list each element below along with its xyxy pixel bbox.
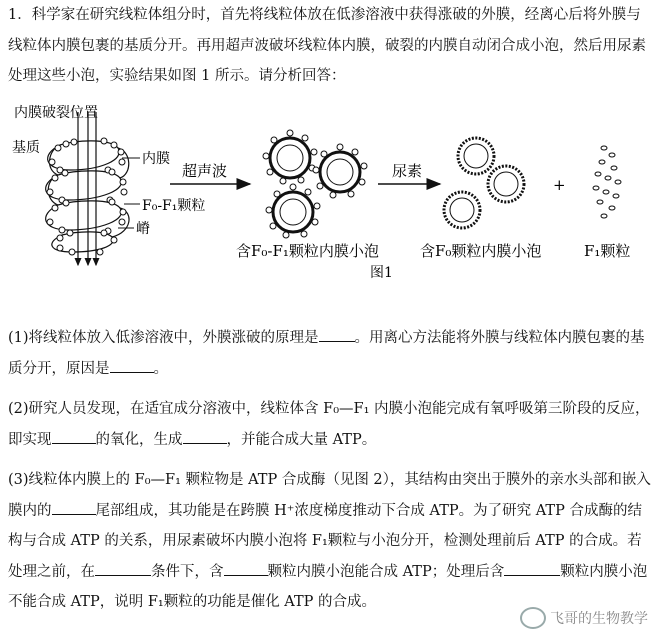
plus-sign: + bbox=[553, 176, 566, 194]
label-break-position: 内膜破裂位置 bbox=[14, 105, 98, 121]
intro-text: 1．科学家在研究线粒体组分时，首先将线粒体放在低渗溶液中获得涨破的外膜，经离心后将外膜与线粒体内膜包裹的基质分开。再用超声波破坏线粒体内膜，破裂的内膜自动闭合成小泡，然后用尿素处理这些小泡，实验结果如图 1 所示。请分析回答： bbox=[8, 7, 646, 84]
caption-f0f1-vesicle: 含F₀-F₁颗粒内膜小泡 bbox=[236, 242, 379, 260]
watermark-text: 飞哥的生物教学 bbox=[550, 611, 648, 627]
question-1 bbox=[8, 323, 653, 384]
label-cristae: 嵴 bbox=[136, 221, 150, 237]
caption-f0-vesicle: 含F₀颗粒内膜小泡 bbox=[420, 242, 542, 260]
q3-text-d: 颗粒内膜小泡能合成 ATP；处理后含 bbox=[267, 563, 505, 580]
q3-text-e: 颗粒内膜小泡不能合成 ATP，说明 F₁颗粒的功能是催化 ATP 的合成。 bbox=[8, 563, 648, 610]
question-2 bbox=[8, 394, 653, 455]
caption-f1: F₁颗粒 bbox=[584, 242, 631, 260]
vesicles-f0 bbox=[444, 138, 524, 228]
urea-label: 尿素 bbox=[392, 162, 423, 180]
question-intro bbox=[8, 0, 653, 92]
q1-blank-2[interactable] bbox=[110, 357, 154, 373]
label-inner-membrane: 内膜 bbox=[142, 151, 170, 167]
q2-text-a: (2)研究人员发现，在适宜成分溶液中，线粒体含 F₀—F₁ 内膜小泡能完成有氧呼吸第三阶段的反应，即实现 bbox=[8, 401, 650, 448]
q1-text-a: (1)将线粒体放入低渗溶液中，外膜涨破的原理是 bbox=[8, 330, 319, 346]
q2-blank-2[interactable] bbox=[183, 428, 227, 444]
q3-blank-1[interactable] bbox=[52, 499, 96, 515]
f0f1-granules bbox=[47, 138, 127, 255]
watermark bbox=[520, 607, 648, 629]
q2-blank-1[interactable] bbox=[52, 428, 96, 444]
q3-text-b: 尾部组成，其功能是在跨膜 H⁺浓度梯度推动下合成 ATP。为了研究 ATP 合成酶的结构与合成 ATP 的关系，用尿素破坏内膜小泡将 F₁颗粒与小泡分开，检测处理前后 ATP 的合成。若处理之前，在 bbox=[8, 502, 642, 580]
q3-text-c: 条件下，含 bbox=[151, 563, 224, 580]
q2-text-c: ，并能合成大量 ATP。 bbox=[226, 431, 377, 448]
label-f0f1: F₀-F₁颗粒 bbox=[142, 198, 206, 214]
q3-blank-4[interactable] bbox=[504, 560, 560, 576]
q1-blank-1[interactable] bbox=[319, 327, 355, 343]
q1-text-c: 。 bbox=[153, 360, 168, 377]
figure-title: 图1 bbox=[370, 265, 393, 281]
figure-1 bbox=[0, 100, 662, 285]
figure-1-svg bbox=[0, 100, 662, 285]
q3-text-a: (3)线粒体内膜上的 F₀—F₁ 颗粒物是 ATP 合成酶（见图 2），其结构由突出于膜外的亲水头部和嵌入膜内的 bbox=[8, 472, 651, 519]
q2-text-b: 的氧化，生成 bbox=[95, 431, 183, 448]
f1-particles bbox=[593, 146, 621, 218]
wechat-icon bbox=[520, 607, 546, 629]
q1-text-b: 。用离心方法能将外膜与线粒体内膜包裹的基质分开，原因是 bbox=[8, 330, 645, 377]
ultrasound-label: 超声波 bbox=[182, 162, 228, 180]
q3-blank-3[interactable] bbox=[224, 560, 268, 576]
question-3 bbox=[8, 465, 653, 618]
label-matrix: 基质 bbox=[12, 140, 40, 156]
q3-blank-2[interactable] bbox=[95, 560, 151, 576]
